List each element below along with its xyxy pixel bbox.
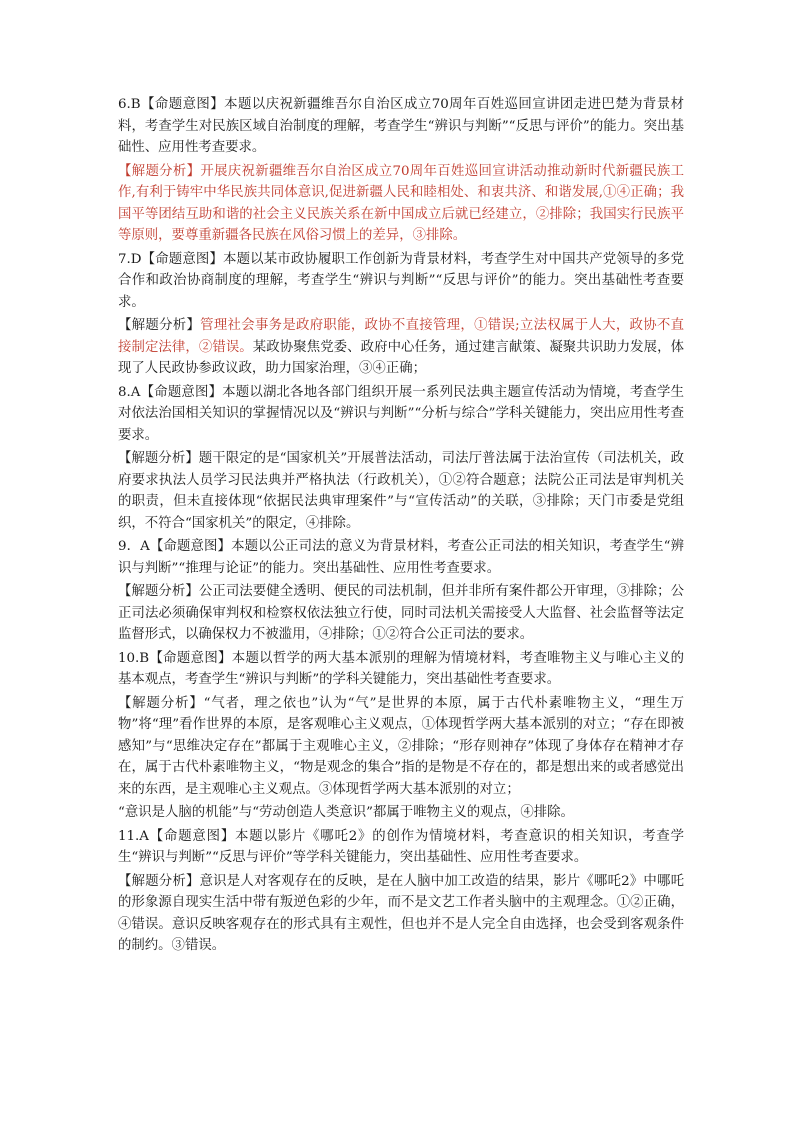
q10-analysis-tail: “意识是人脑的机能”与“劳动创造人类意识”都属于唯物主义的观点，④排除。 <box>118 805 574 820</box>
q10-analysis: 【解题分析】“气者，理之依也”认为“气”是世界的本原，属于古代朴素唯物主义，“理生万物”将“理”看作世界的本原，是客观唯心主义观点，①体现哲学两大基本派别的对立；“存在即被感知”与“思维决定存在”都属于主观唯心主义，②排除；“形存则神存”体现了身体存在精神才存在，属于古代朴素唯物主义，“物是观念的集合”指的是物是不存在的，都是想出来的或者感觉出来的东西，是主观唯心主义观点。③体现哲学两大基本派别的对立； <box>118 695 684 797</box>
q6-analysis: 【解题分析】开展庆祝新疆维吾尔自治区成立70周年百姓巡回宣讲活动推动新时代新疆民族工作,有利于铸牢中华民族共同体意识,促进新疆人民和睦相处、和衷共济、和谐发展,①④正确；我国平等团结互助和谐的社会主义民族关系在新中国成立后就已经建立，②排除；我国实行民族平等原则，要尊重新疆各民族在风俗习惯上的差异，③排除。 <box>118 163 684 243</box>
answer-analysis-page <box>118 94 684 959</box>
q11-analysis: 【解题分析】意识是人对客观存在的反映，是在人脑中加工改造的结果，影片《哪吒2》中哪吒的形象源自现实生活中带有叛逆色彩的少年，而不是文艺工作者头脑中的主观理念。①②正确，④错误。意识反映客观存在的形式具有主观性，但也并不是人完全自由选择，也会受到客观条件的制约。③错误。 <box>118 873 684 953</box>
q8-analysis: 【解题分析】题干限定的是“国家机关”开展普法活动，司法厅普法属于法治宣传（司法机关，政府要求执法人员学习民法典并严格执法（行政机关），①②符合题意；法院公正司法是审判机关的职责，但未直接体现“依据民法典审理案件”与“宣传活动”的关联，③排除；天门市委是党组织，不符合“国家机关”的限定，④排除。 <box>118 451 684 531</box>
q9-analysis: 【解题分析】公正司法要健全透明、便民的司法机制，但并非所有案件都公开审理，③排除；公正司法必须确保审判权和检察权依法独立行使，同时司法机关需接受人大监督、社会监督等法定监督形式，以确保权力不被滥用，④排除；①②符合公正司法的要求。 <box>118 584 684 642</box>
q8-intent: 8.A【命题意图】本题以湖北各地各部门组织开展一系列民法典主题宣传活动为情境，考查学生对依法治国相关知识的掌握情况以及“辨识与判断”“分析与综合”学科关键能力，突出应用性考查要求。 <box>118 384 684 443</box>
q7-analysis-red: 管理社会事务是政府职能，政协不直接管理，①错误;立法权属于人大，政协不直接制定法律，②错误。 <box>118 318 684 355</box>
q11-intent: 11.A【命题意图】本题以影片《哪吒2》的创作为情境材料，考查意识的相关知识，考查学生“辨识与判断”“反思与评价”等学科关键能力，突出基础性、应用性考查要求。 <box>118 828 684 865</box>
q7-analysis-rest: 某政协聚焦党委、政府中心任务，通过建言献策、凝聚共识助力发展，体现了人民政协参政议政，助力国家治理，③④正确； <box>118 339 685 376</box>
q7-intent: 7.D【命题意图】本题以某市政协履职工作创新为背景材料，考查学生对中国共产党领导的多党合作和政治协商制度的理解，考查学生“辨识与判断”“反思与评价”的能力。突出基础性考查要求。 <box>118 251 684 310</box>
q10-intent: 10.B【命题意图】本题以哲学的两大基本派别的理解为情境材料，考查唯物主义与唯心主义的基本观点，考查学生“辨识与判断”的学科关键能力，突出基础性考查要求。 <box>118 650 684 687</box>
q6-intent: 6.B【命题意图】本题以庆祝新疆维吾尔自治区成立70周年百姓巡回宣讲团走进巴楚为背景材料，考查学生对民族区域自治制度的理解，考查学生“辨识与判断”“反思与评价”的能力。突出基础性、应用性考查要求。 <box>118 97 684 155</box>
q7-analysis-label: 【解题分析】 <box>118 318 201 333</box>
q7-analysis <box>118 315 684 380</box>
q9-intent: 9．A【命题意图】本题以公正司法的意义为背景材料，考查公正司法的相关知识，考查学生“辨识与判断”“推理与论证”的能力。突出基础性、应用性考查要求。 <box>118 539 684 576</box>
